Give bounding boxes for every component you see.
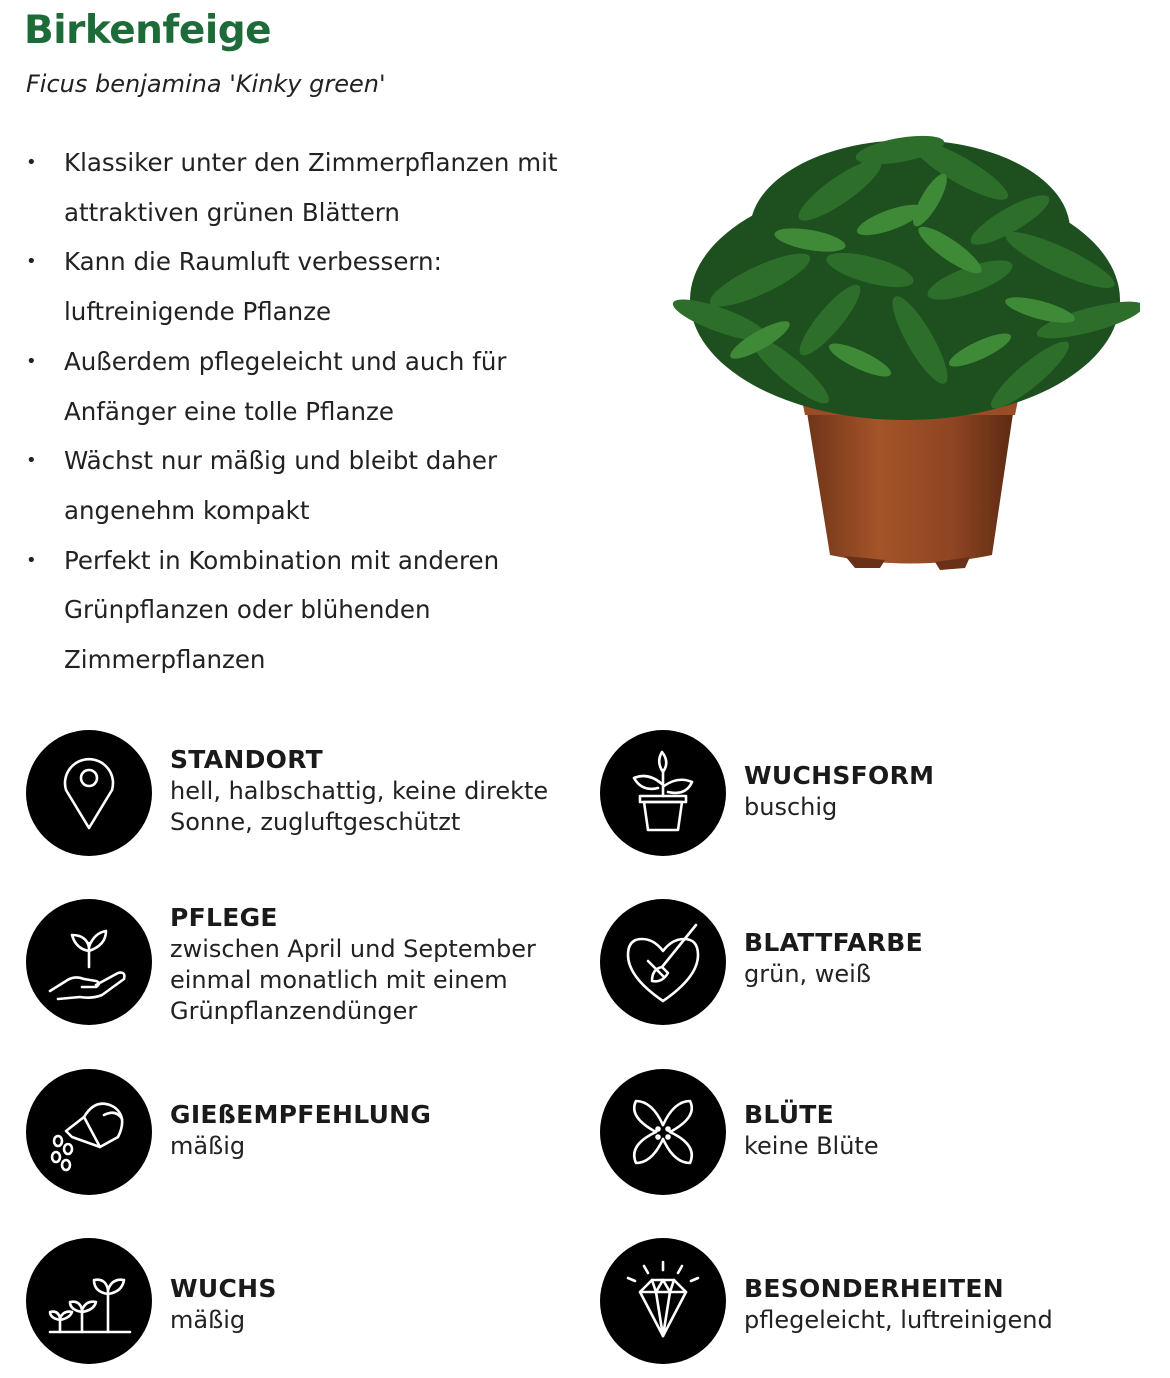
- feature-wuchsform: [600, 730, 1140, 870]
- feature-standort: [26, 730, 566, 870]
- botanical-name: Ficus benjamina 'Kinky green': [26, 70, 386, 98]
- feature-besonderheiten: [600, 1238, 1140, 1378]
- product-title: Birkenfeige: [24, 8, 272, 53]
- feature-label: WUCHSFORM: [744, 761, 935, 790]
- hand-seedling-icon: [26, 899, 152, 1025]
- feature-label: PFLEGE: [170, 903, 278, 932]
- feature-wuchs: [26, 1238, 566, 1378]
- feature-value: pflegeleicht, luftreinigend: [744, 1306, 1053, 1334]
- feature-value: keine Blüte: [744, 1132, 879, 1160]
- feature-value: grün, weiß: [744, 960, 871, 988]
- feature-label: WUCHS: [170, 1274, 277, 1303]
- feature-label: BLÜTE: [744, 1100, 835, 1129]
- flower-icon: [600, 1069, 726, 1195]
- feature-bluete: [600, 1069, 1140, 1209]
- feature-label: STANDORT: [170, 745, 323, 774]
- diamond-icon: [600, 1238, 726, 1364]
- watering-can-icon: [26, 1069, 152, 1195]
- feature-giessempfehlung: [26, 1069, 566, 1209]
- plant-product-image: [640, 110, 1140, 580]
- feature-value: mäßig: [170, 1132, 246, 1160]
- leaf-brush-icon: [600, 899, 726, 1025]
- bullet-item: • Außerdem pflegeleicht und auch für Anfänger eine tolle Pflanze: [24, 337, 584, 436]
- feature-value: mäßig: [170, 1306, 246, 1334]
- bullet-item: • Perfekt in Kombination mit anderen Grünpflanzen oder blühenden Zimmerpflanzen: [24, 536, 584, 685]
- feature-bullet-list: [24, 138, 584, 685]
- feature-label: BLATTFARBE: [744, 928, 924, 957]
- feature-blattfarbe: [600, 899, 1140, 1039]
- potted-plant-icon: [600, 730, 726, 856]
- feature-value: zwischen April und September einmal monatlich mit einem Grünpflanzendünger: [170, 935, 536, 1025]
- feature-value: buschig: [744, 793, 838, 821]
- location-pin-icon: [26, 730, 152, 856]
- feature-label: BESONDERHEITEN: [744, 1274, 1004, 1303]
- bullet-item: • Klassiker unter den Zimmerpflanzen mit attraktiven grünen Blättern: [24, 138, 584, 237]
- feature-value: hell, halbschattig, keine direkte Sonne, zugluftgeschützt: [170, 777, 549, 836]
- feature-pflege: [26, 899, 566, 1039]
- growth-plants-icon: [26, 1238, 152, 1364]
- feature-label: GIEßEMPFEHLUNG: [170, 1100, 432, 1129]
- bullet-item: • Wächst nur mäßig und bleibt daher angenehm kompakt: [24, 436, 584, 535]
- bullet-item: • Kann die Raumluft verbessern: luftreinigende Pflanze: [24, 237, 584, 336]
